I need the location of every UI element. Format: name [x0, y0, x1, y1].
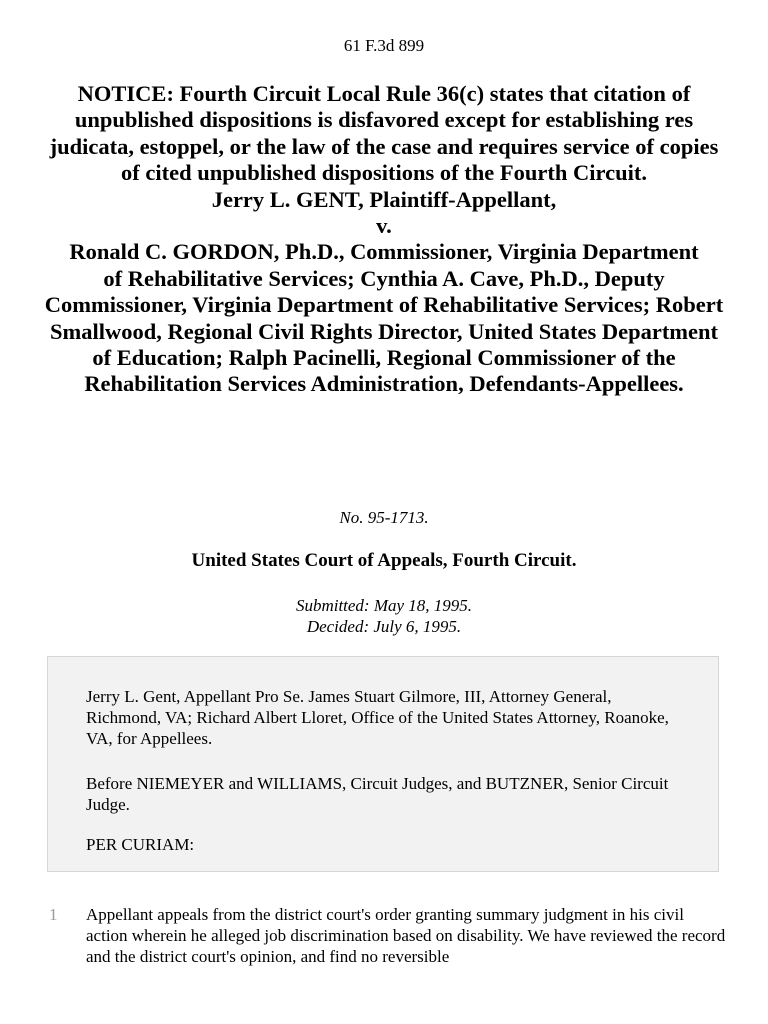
submitted-date: Submitted: May 18, 1995. — [295, 596, 473, 615]
paragraph-number[interactable]: 1 — [49, 905, 58, 924]
judges-text: Before NIEMEYER and WILLIAMS, Circuit Judges, and BUTZNER, Senior Circuit Judge. — [86, 774, 669, 814]
case-citation: 61 F.3d 899 — [343, 36, 425, 55]
plaintiff-name: Jerry L. GENT, Plaintiff-Appellant, — [211, 186, 557, 212]
paragraph-text: Appellant appeals from the district court's order granting summary judgment in his civil action wherein he alleged job discrimination based on disability. We have reviewed the record and the district court's opinion, and find no reversible — [86, 905, 726, 966]
case-info-panel — [47, 656, 719, 872]
defendant-line: Ronald C. GORDON, Ph.D., Commissioner, Virginia Department — [69, 239, 699, 265]
docket-number: No. 95-1713. — [339, 508, 429, 527]
counsel-text: Jerry L. Gent, Appellant Pro Se. James Stuart Gilmore, III, Attorney General, Richmond, VA; Richard Albert Lloret, Office of the United States Attorney, Roanoke, VA, for Appellees. — [86, 687, 669, 748]
notice-text: NOTICE: Fourth Circuit Local Rule 36(c) states that citation of unpublished dispositions is disfavored except for establishing res judicata, estoppel, or the law of the case and requires service of copies of cited unpublished dispositions of the Fourth Circuit. — [49, 81, 719, 186]
court-name: United States Court of Appeals, Fourth Circuit. — [191, 550, 577, 571]
decision-dates — [0, 595, 768, 637]
per-curiam-label: PER CURIAM: — [86, 835, 195, 854]
defendant-line: of Rehabilitative Services; Cynthia A. Cave, Ph.D., Deputy Commissioner, Virginia Department of Rehabilitative Services; Robert Smallwood, Regional Civil Rights Director, United States Department of Education; Ralph Pacinelli, Regional Commissioner of the Rehabilitation Services Administration, Defendants-Appellees. — [44, 265, 724, 397]
case-heading — [40, 81, 728, 398]
versus-label: v. — [376, 213, 392, 239]
decided-date: Decided: July 6, 1995. — [306, 617, 462, 636]
